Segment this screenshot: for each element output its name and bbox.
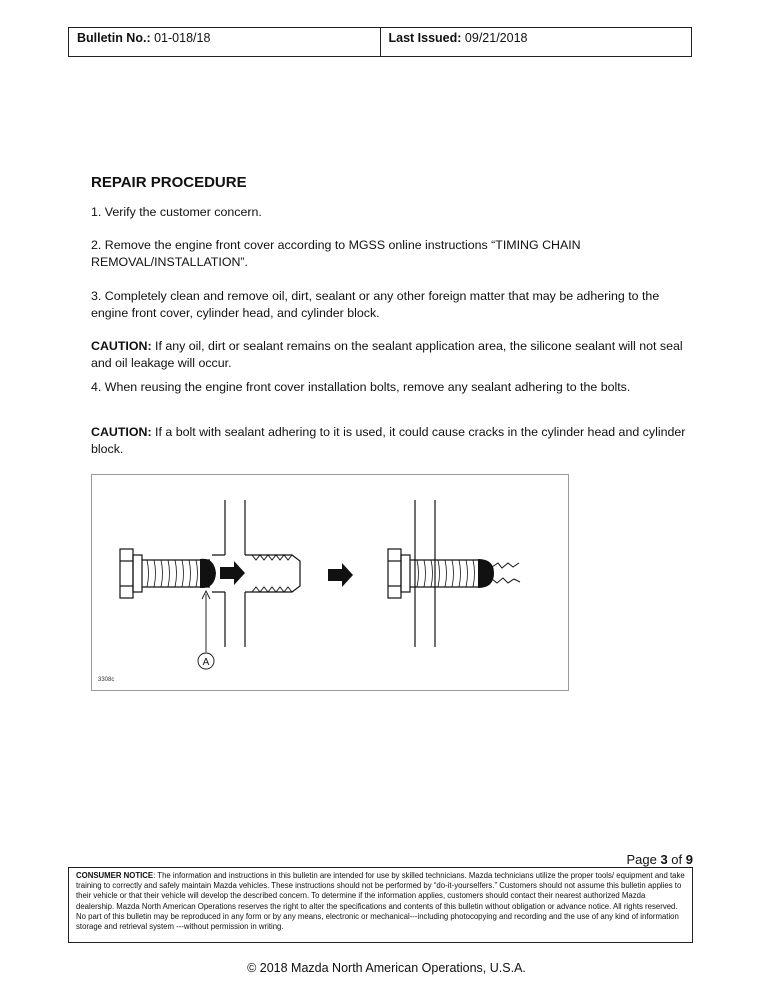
last-issued-cell — [380, 28, 692, 56]
consumer-notice-label: CONSUMER NOTICE — [76, 871, 154, 880]
caution-2-label: CAUTION: — [91, 425, 152, 439]
caution-1 — [91, 338, 691, 372]
consumer-notice-text: : The information and instructions in this bulletin are intended for use by skilled technicians. Mazda technicians utilize the proper tools/ equipment and take training to correctly and safely maintain Mazda vehicles. These instructions should not be performed by “do-it-yourselfers.” Customers should not assume this bulletin applies to their vehicle or that their vehicle will develop the described concern. To determine if the information applies, customers should contact their nearest authorized Mazda dealership. Mazda North American Operations reserves the right to alter the specifications and contents of this bulletin without obligation or advance notice. All rights reserved. No part of this bulletin may be reproduced in any form or by any means, electronic or mechanical---including photocopying and recording and the use of any kind of information storage and retrieval system ---without permission in writing. — [76, 871, 685, 932]
step-2: 2. Remove the engine front cover according to MGSS online instructions “TIMING CHAIN REMOVAL/INSTALLATION”. — [91, 238, 581, 269]
step-3: 3. Completely clean and remove oil, dirt, sealant or any other foreign matter that may be adhering to the engine front cover, cylinder head, and cylinder block. — [91, 289, 660, 320]
caution-2 — [91, 424, 691, 458]
bolt-sealant-figure — [91, 474, 569, 691]
figure-code: 3308c — [98, 677, 115, 683]
bulletin-number-label: Bulletin No.: — [77, 31, 151, 45]
bulletin-header — [68, 27, 692, 57]
caution-1-label: CAUTION: — [91, 339, 152, 353]
step-4: 4. When reusing the engine front cover installation bolts, remove any sealant adhering to the bolts. — [91, 380, 631, 394]
last-issued-value: 09/21/2018 — [464, 31, 528, 45]
caution-1-text: If any oil, dirt or sealant remains on the sealant application area, the silicone sealant will not seal and oil leakage will occur. — [91, 339, 683, 370]
bulletin-number-cell — [69, 28, 380, 56]
section-title: REPAIR PROCEDURE — [91, 174, 247, 191]
consumer-notice — [68, 867, 693, 943]
page-prefix: Page — [626, 852, 657, 867]
page-of: of — [671, 852, 683, 867]
page-number — [626, 852, 693, 867]
page-total: 9 — [685, 852, 693, 867]
bolt-diagram-illustration — [92, 475, 570, 692]
caution-2-text: If a bolt with sealant adhering to it is used, it could cause cracks in the cylinder head and cylinder block. — [91, 425, 686, 456]
bulletin-number-value: 01-018/18 — [154, 31, 211, 45]
copyright: © 2018 Mazda North American Operations, U.S.A. — [247, 961, 526, 975]
step-1: 1. Verify the customer concern. — [91, 205, 262, 219]
last-issued-label: Last Issued: — [388, 31, 462, 45]
page-current: 3 — [660, 852, 668, 867]
callout-a-label: A — [202, 657, 210, 668]
